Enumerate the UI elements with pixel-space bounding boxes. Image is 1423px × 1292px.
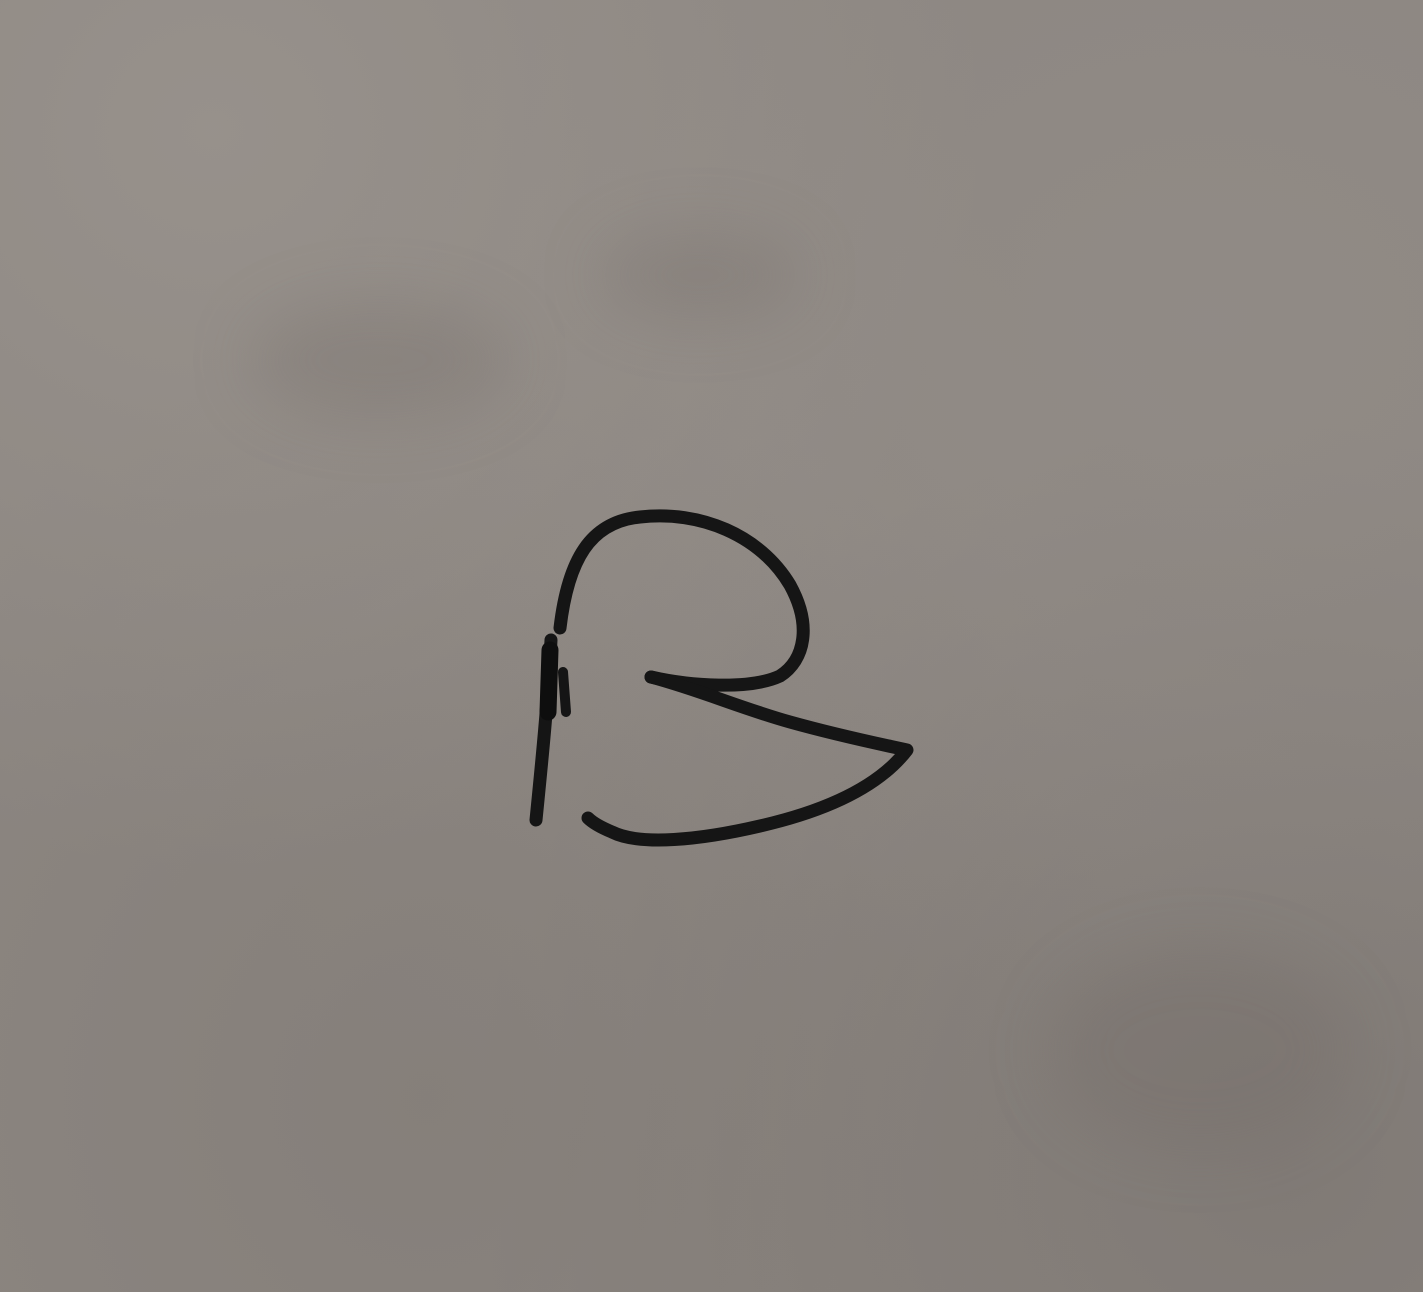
letter-upper-bowl-stroke — [560, 516, 803, 685]
letter-stem-thick-segment — [548, 650, 550, 712]
letter-lower-bowl-stroke — [588, 677, 907, 840]
letter-stem-tick — [563, 672, 566, 712]
